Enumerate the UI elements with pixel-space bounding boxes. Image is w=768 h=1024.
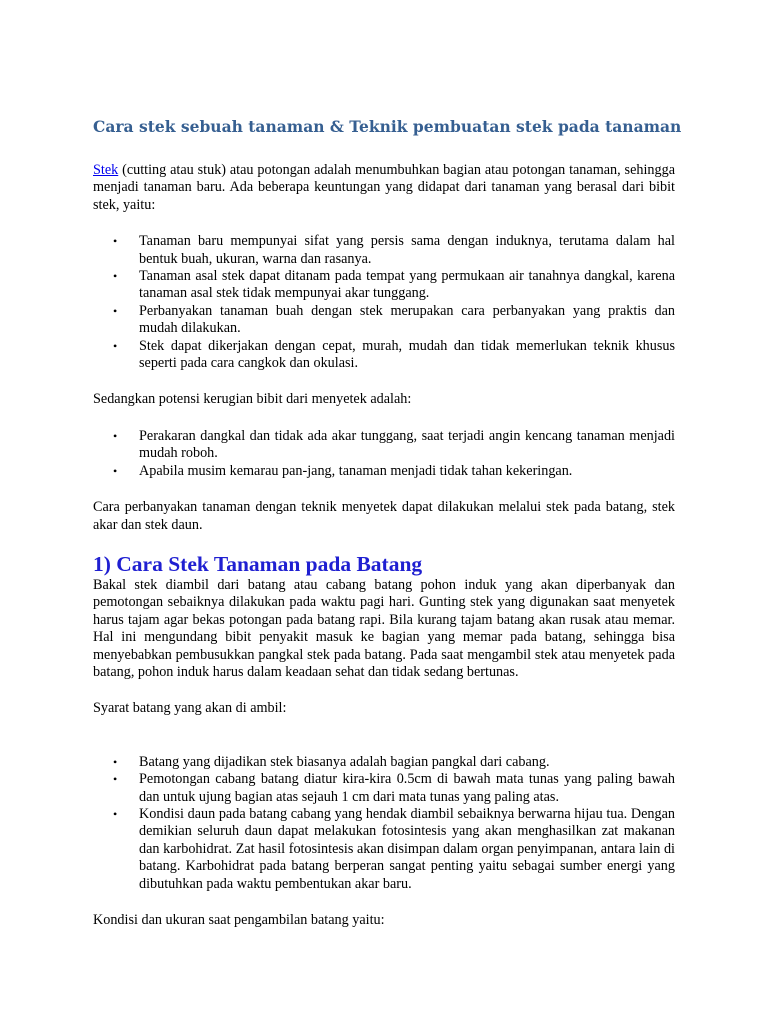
disadvantages-list	[93, 428, 675, 480]
requirements-list	[93, 754, 675, 893]
list-item-text: Pemotongan cabang batang diatur kira-kira 0.5cm di bawah mata tunas yang paling bawah dan untuk ujung bagian atas sejauh 1 cm dari mata tunas yang paling atas.	[139, 771, 675, 805]
section-heading: 1) Cara Stek Tanaman pada Batang	[93, 551, 423, 576]
bullet-icon: •	[113, 338, 118, 353]
list-item	[93, 233, 675, 268]
list-item-text: Apabila musim kemarau pan-jang, tanaman menjadi tidak tahan kekeringan.	[139, 462, 573, 479]
spacer	[93, 214, 675, 233]
bullet-icon: •	[113, 303, 118, 318]
advantages-list	[93, 233, 675, 372]
list-item-text: Perakaran dangkal dan tidak ada akar tunggang, saat terjadi angin kencang tanaman menjadi mudah roboh.	[139, 427, 675, 462]
page-title: Cara stek sebuah tanaman & Teknik pembuatan stek pada tanaman	[93, 117, 682, 136]
spacer	[93, 409, 675, 428]
methods-paragraph: Cara perbanyakan tanaman dengan teknik menyetek dapat dilakukan melalui stek pada batang, stek akar dan stek daun.	[93, 499, 675, 533]
list-item-text: Tanaman asal stek dapat ditanam pada tempat yang permukaan air tanahnya dangkal, karena tanaman asal stek tidak mempunyai akar tunggang.	[139, 268, 675, 302]
list-item-text: Stek dapat dikerjakan dengan cepat, murah, mudah dan tidak memerlukan teknik khusus seperti pada cara cangkok dan okulasi.	[139, 337, 675, 372]
conditions-intro: Kondisi dan ukuran saat pengambilan batang yaitu:	[93, 912, 385, 928]
list-item	[93, 754, 675, 771]
list-item-text: Tanaman baru mempunyai sifat yang persis sama dengan induknya, terutama dalam hal bentuk buah, ukuran, warna dan rasanya.	[139, 233, 675, 267]
list-item	[93, 771, 675, 806]
bullet-icon: •	[113, 428, 118, 443]
bullet-icon: •	[113, 463, 118, 478]
list-item-text: Kondisi daun pada batang cabang yang hendak diambil sebaiknya berwarna hijau tua. Dengan demikian seluruh daun dapat melakukan fotosintesis yang akan menghasilkan zat makanan dan karbohidrat. Zat hasil fotosintesis akan disimpan dalam organ penyimpanan, antara lain di batang. Karbohidrat pada batang berperan sangat penting yaitu sebagai sumber energi yang dibutuhkan pada waktu pembentukan akar baru.	[139, 805, 675, 892]
list-item-text: Batang yang dijadikan stek biasanya adalah bagian pangkal dari cabang.	[139, 753, 550, 770]
stek-link[interactable]: Stek	[93, 162, 119, 178]
list-item	[93, 303, 675, 338]
list-item	[93, 428, 675, 463]
spacer	[93, 681, 675, 700]
spacer	[93, 372, 675, 391]
bullet-icon: •	[113, 269, 118, 284]
requirements-intro: Syarat batang yang akan di ambil:	[93, 700, 287, 717]
intro-paragraph	[93, 162, 675, 214]
bullet-icon: •	[113, 806, 118, 821]
spacer	[93, 718, 675, 754]
intro-text: (cutting atau stuk) atau potongan adalah menumbuhkan bagian atau potongan tanaman, sehingga menjadi tanaman baru. Ada beberapa keuntungan yang didapat dari tanaman yang berasal dari bibit stek, yaitu:	[93, 162, 675, 213]
list-item	[93, 463, 675, 480]
bullet-icon: •	[113, 234, 118, 249]
list-item	[93, 806, 675, 893]
bullet-icon: •	[113, 772, 118, 787]
list-item-text: Perbanyakan tanaman buah dengan stek merupakan cara perbanyakan yang praktis dan mudah dilakukan.	[139, 302, 675, 337]
spacer	[93, 480, 675, 499]
list-item	[93, 268, 675, 303]
bullet-icon: •	[113, 754, 118, 769]
spacer	[93, 534, 675, 551]
section-body: Bakal stek diambil dari batang atau cabang batang pohon induk yang akan diperbanyak dan pemotongan sebaiknya dilakukan pada waktu pagi hari. Gunting stek yang digunakan saat menyetek harus tajam agar bekas potongan pada batang rapi. Bila kurang tajam batang akan rusak atau memar. Hal ini mengundang bibit penyakit masuk ke bagian yang memar pada batang, sehingga bisa menyebabkan pembusukkan pangkal stek pada batang. Pada saat mengambil stek atau menyetek pada batang, pohon induk harus dalam keadaan sehat dan tidak sedang bertunas.	[93, 576, 675, 680]
spacer	[93, 893, 675, 912]
disadvantages-intro: Sedangkan potensi kerugian bibit dari menyetek adalah:	[93, 391, 412, 408]
list-item	[93, 338, 675, 373]
